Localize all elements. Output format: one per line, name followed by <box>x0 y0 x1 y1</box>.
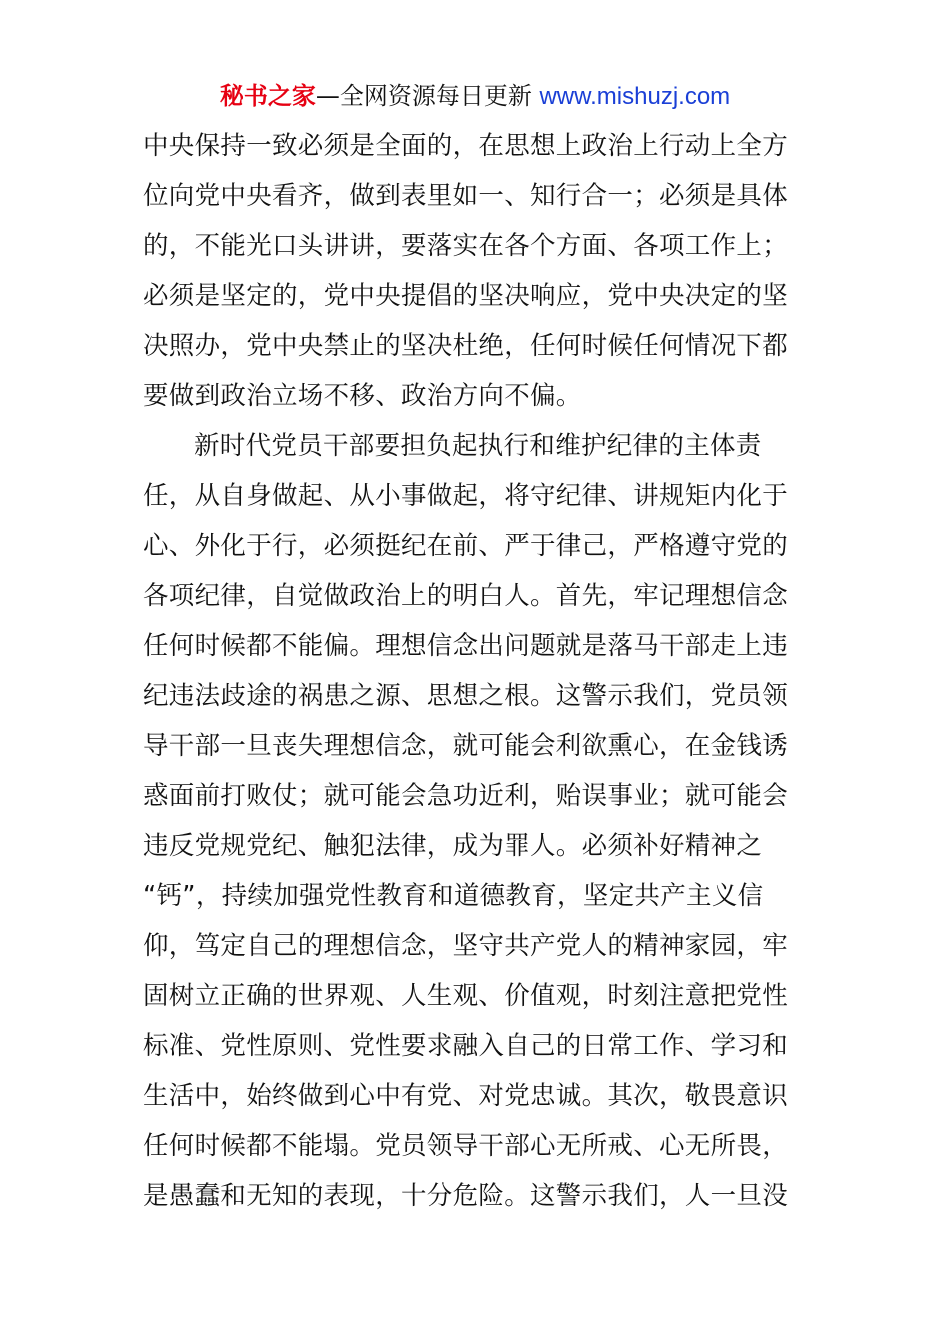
text-line: 心、外化于行，必须挺纪在前、严于律己，严格遵守党的 <box>143 531 789 561</box>
text-line: 任何时候都不能偏。理想信念出问题就是落马干部走上违 <box>143 631 789 661</box>
text-line: 违反党规党纪、触犯法律，成为罪人。必须补好精神之 <box>143 831 763 861</box>
text-line: 中央保持一致必须是全面的，在思想上政治上行动上全方 <box>143 131 789 161</box>
text-line: 生活中，始终做到心中有党、对党忠诚。其次，敬畏意识 <box>143 1081 789 1111</box>
text-line: 纪违法歧途的祸患之源、思想之根。这警示我们，党员领 <box>143 681 789 711</box>
text-line: 仰，笃定自己的理想信念，坚守共产党人的精神家园，牢 <box>143 931 789 961</box>
header-tagline: —全网资源每日更新 <box>315 82 532 110</box>
text-line: 各项纪律，自觉做政治上的明白人。首先，牢记理想信念 <box>143 581 789 611</box>
text-line: 任，从自身做起、从小事做起，将守纪律、讲规矩内化于 <box>143 481 789 511</box>
text-line: “钙”，持续加强党性教育和道德教育，坚定共产主义信 <box>143 881 764 911</box>
text-line: 新时代党员干部要担负起执行和维护纪律的主体责 <box>194 431 762 461</box>
text-line: 必须是坚定的，党中央提倡的坚决响应，党中央决定的坚 <box>143 281 789 311</box>
text-line: 决照办，党中央禁止的坚决杜绝，任何时候任何情况下都 <box>143 331 789 361</box>
paragraph-1 <box>143 121 813 421</box>
text-line: 惑面前打败仗；就可能会急功近利，贻误事业；就可能会 <box>143 781 789 811</box>
page-header <box>0 80 950 113</box>
text-line: 标准、党性原则、党性要求融入自己的日常工作、学习和 <box>143 1031 789 1061</box>
text-line: 的，不能光口头讲讲，要落实在各个方面、各项工作上； <box>143 231 789 261</box>
text-line: 要做到政治立场不移、政治方向不偏。 <box>143 381 582 411</box>
document-body <box>143 121 813 1221</box>
text-line: 固树立正确的世界观、人生观、价值观，时刻注意把党性 <box>143 981 789 1011</box>
text-line: 位向党中央看齐，做到表里如一、知行合一；必须是具体 <box>143 181 789 211</box>
text-line: 任何时候都不能塌。党员领导干部心无所戒、心无所畏， <box>143 1131 789 1161</box>
site-url-link[interactable]: www.mishuzj.com <box>539 83 731 110</box>
text-line: 是愚蠢和无知的表现，十分危险。这警示我们，人一旦没 <box>143 1181 789 1211</box>
text-line: 导干部一旦丧失理想信念，就可能会利欲熏心，在金钱诱 <box>143 731 789 761</box>
brand-name: 秘书之家 <box>219 82 316 110</box>
paragraph-2 <box>143 421 813 1221</box>
